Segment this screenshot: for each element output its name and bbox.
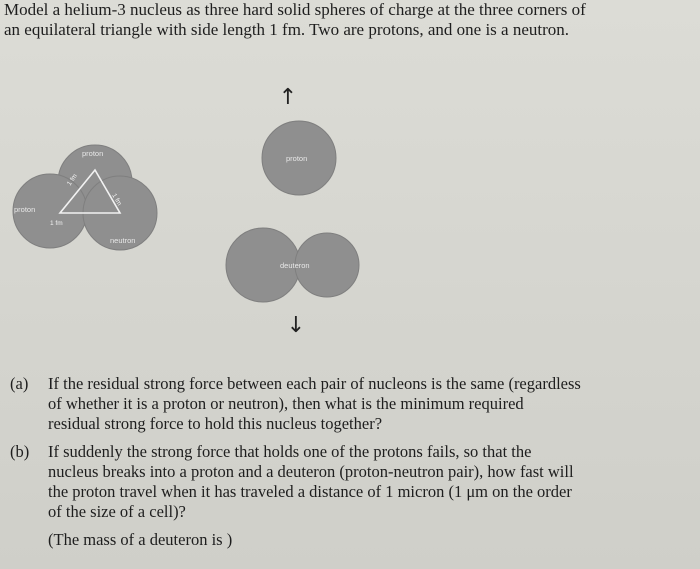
deuteron-mass-note: (The mass of a deuteron is ) (48, 530, 233, 549)
arrow-up-icon: ↑ (278, 85, 298, 110)
question-a-line-1: If the residual strong force between each pair of nucleons is the same (regardless (48, 374, 581, 393)
question-b-line-1: If suddenly the strong force that holds one of the protons fails, so that the (48, 442, 532, 461)
nucleus-figure (0, 70, 700, 360)
question-b-tag: (b) (10, 442, 30, 461)
side-label-right: 1 fm (110, 192, 123, 207)
label-free-proton: proton (286, 154, 308, 163)
label-proton-top: proton (82, 149, 104, 158)
arrow-down-icon: ↓ (286, 313, 306, 338)
question-b (10, 442, 690, 522)
question-a (10, 374, 690, 434)
question-a-line-3: residual strong force to hold this nucleus together? (48, 414, 383, 433)
question-b-line-2: nucleus breaks into a proton and a deuteron (proton-neutron pair), how fast will (48, 462, 574, 481)
question-b-line-3: the proton travel when it has traveled a distance of 1 micron (1 μm on the order (48, 482, 572, 501)
problem-line-2: an equilateral triangle with side length 1 fm. Two are protons, and one is a neutron. (4, 20, 570, 39)
question-b-line-4: of the size of a cell)? (48, 502, 186, 521)
side-label-left: 1 fm (65, 172, 79, 188)
label-proton-left: proton (14, 205, 36, 214)
helium3-nucleus-diagram (13, 145, 157, 250)
problem-line-1: Model a helium-3 nucleus as three hard solid spheres of charge at the three corners of (4, 0, 586, 19)
problem-statement (4, 0, 694, 40)
side-label-bottom: 1 fm (50, 220, 63, 227)
question-a-line-2: of whether it is a proton or neutron), then what is the minimum required (48, 394, 524, 413)
question-a-tag: (a) (10, 374, 29, 393)
questions-list (10, 374, 690, 550)
breakup-diagram (226, 85, 359, 338)
label-neutron: neutron (110, 236, 136, 245)
label-deuteron: deuteron (280, 261, 310, 270)
